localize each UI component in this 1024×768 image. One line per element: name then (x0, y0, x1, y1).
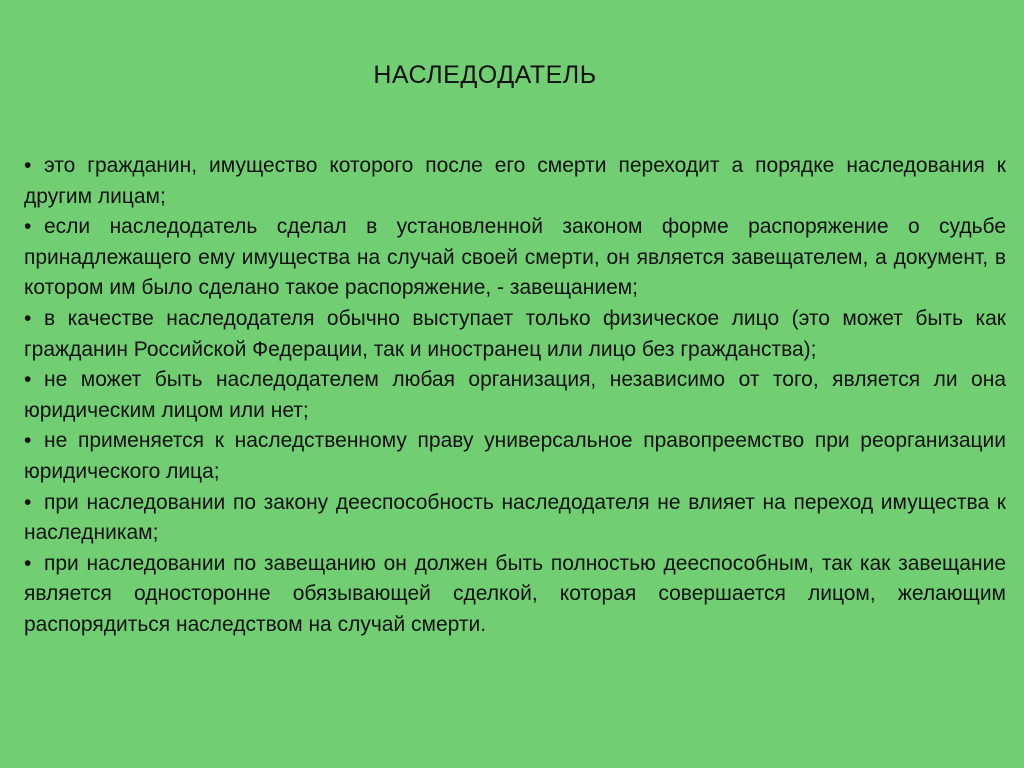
list-item (24, 426, 1006, 487)
bullet-list (24, 151, 1006, 641)
bullet-icon: • (24, 154, 32, 177)
slide-title: НАСЛЕДОДАТЕЛЬ (373, 61, 597, 89)
list-item (24, 212, 1006, 304)
list-item-text: не может быть наследодателем любая организация, независимо от того, является ли она юридическим лицом или нет; (24, 368, 1006, 422)
bullet-icon: • (24, 306, 32, 330)
bullet-icon: • (24, 368, 32, 392)
list-item (24, 365, 1006, 426)
list-item-text: если наследодатель сделал в установленной законом форме распоряжение о судьбе принадлежащего ему имущества на случай своей смерти, он является завещателем, а документ, в котором им было сделано такое распоряжение, - завещанием; (24, 215, 1006, 300)
list-item (24, 304, 1006, 365)
list-item-text: это гражданин, имущество которого после его смерти переходит а порядке наследования к другим лицам; (24, 154, 1006, 208)
list-item-text: в качестве наследодателя обычно выступает только физическое лицо (это может быть как гражданин Российской Федерации, так и иностранец или лицо без гражданства); (24, 306, 1006, 361)
list-item (24, 488, 1006, 549)
bullet-icon: • (24, 215, 32, 239)
list-item (24, 151, 1006, 212)
list-item-text: при наследовании по завещанию он должен быть полностью дееспособным, так как завещание является односторонне обязывающей сделкой, которая совершается лицом, желающим распорядиться наследством на случай смерти. (24, 551, 1006, 636)
bullet-icon: • (24, 490, 32, 514)
list-item (24, 549, 1006, 641)
bullet-icon: • (24, 429, 32, 453)
list-item-text: не применяется к наследственному праву универсальное правопреемство при реорганизации юридического лица; (24, 429, 1006, 483)
list-item-text: при наследовании по закону дееспособность наследодателя не влияет на переход имущества к наследникам; (24, 490, 1006, 545)
bullet-icon: • (24, 551, 32, 575)
